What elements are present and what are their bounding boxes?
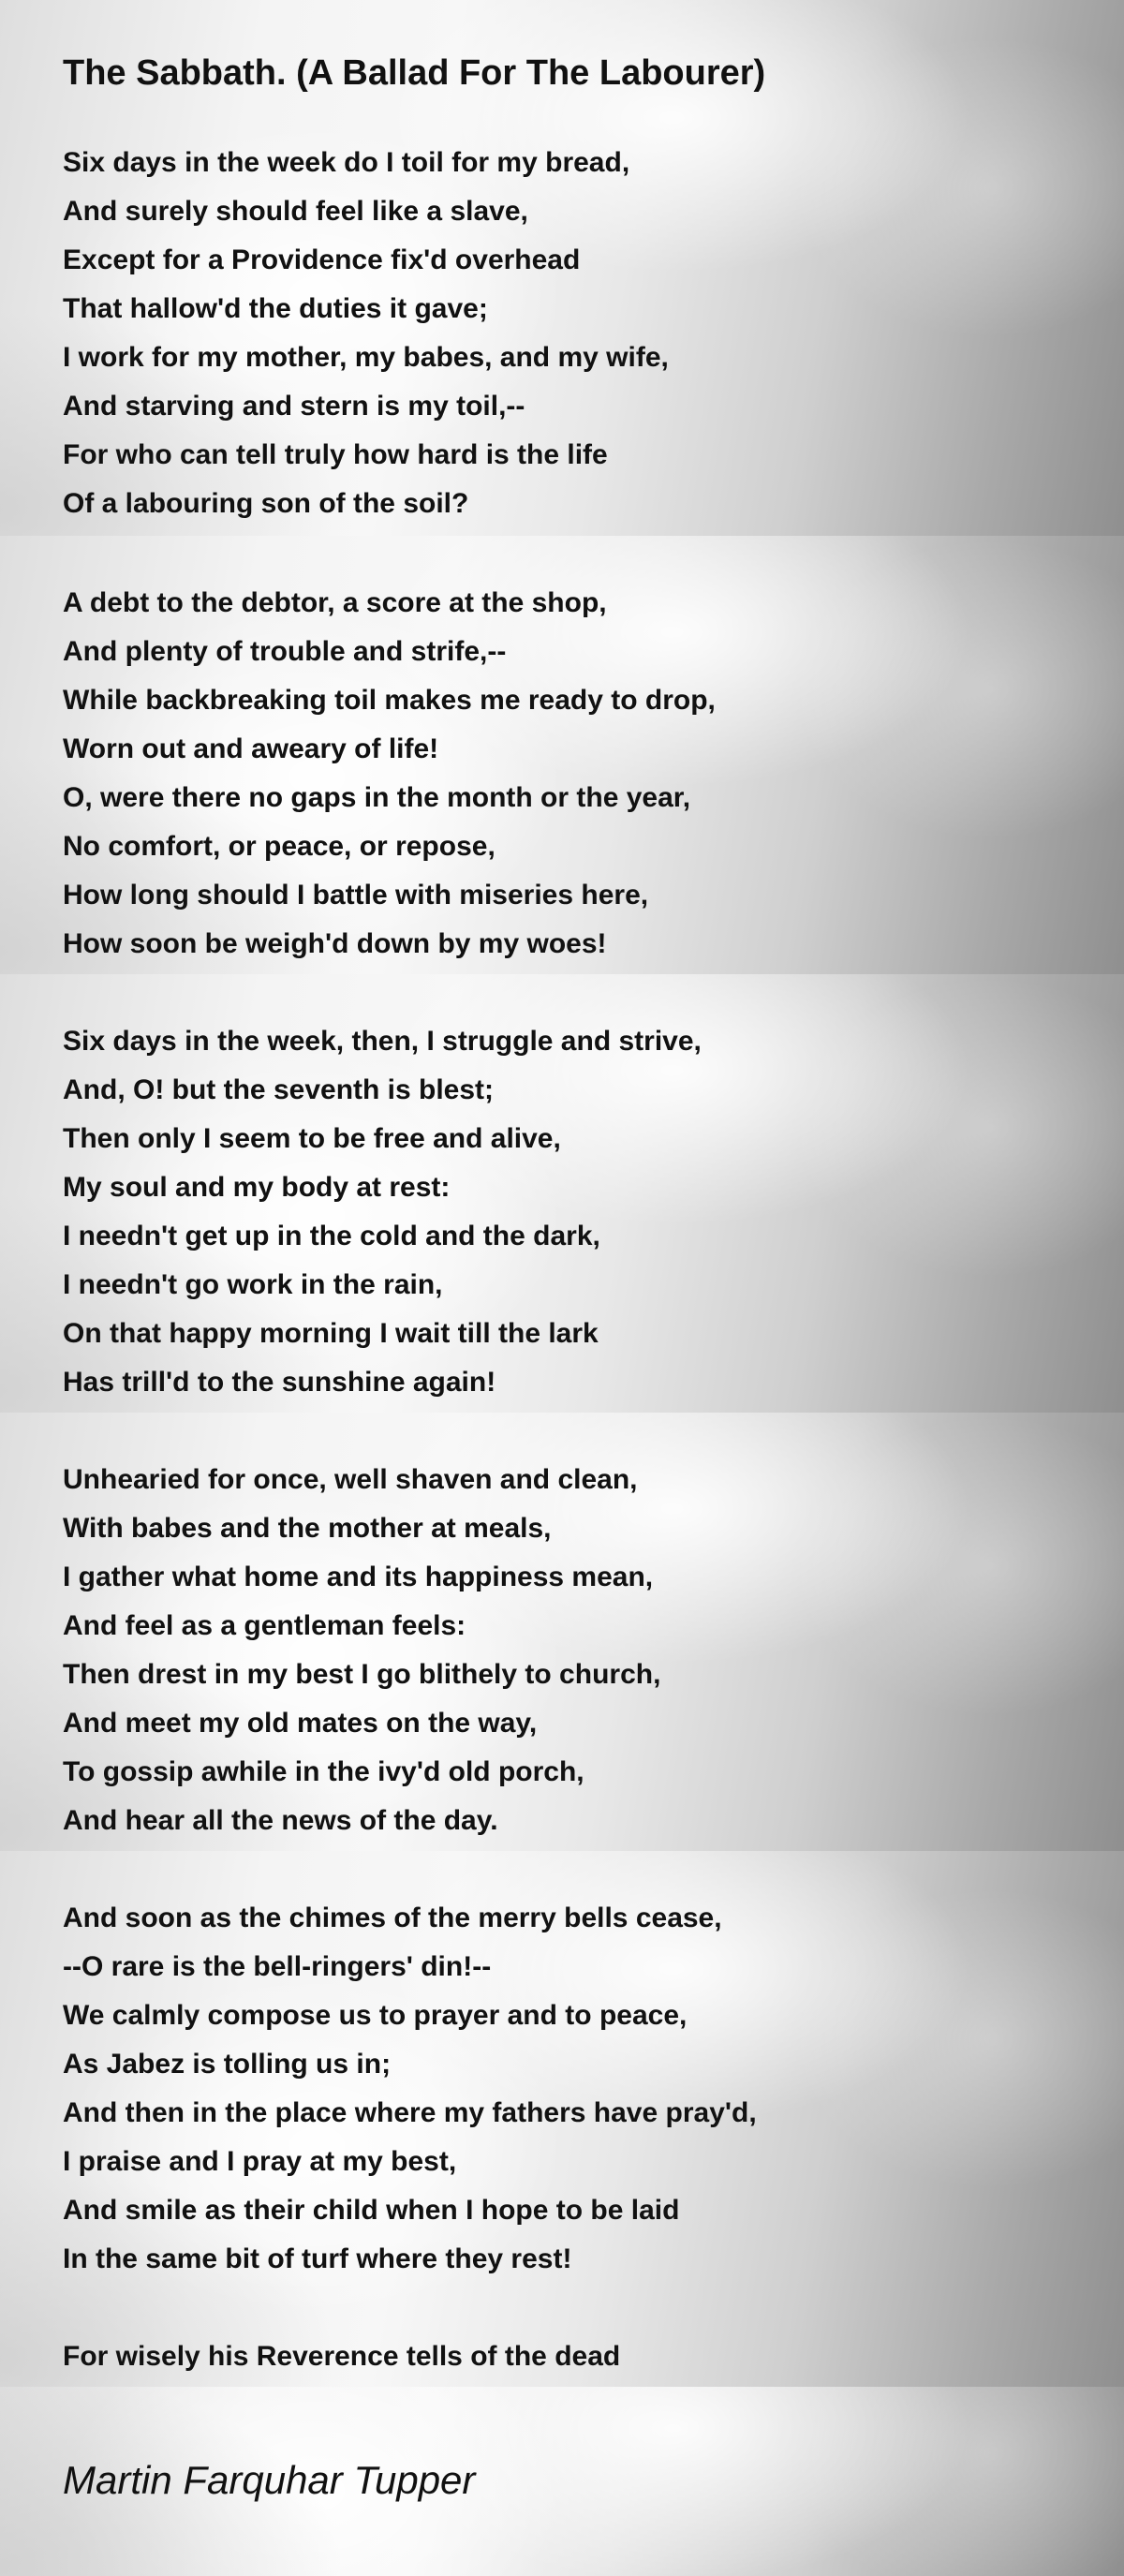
stanza-4 <box>63 1456 660 1845</box>
stanza-1 <box>63 139 669 528</box>
poem-line: Worn out and aweary of life! <box>63 733 439 764</box>
poem-line: In the same bit of turf where they rest! <box>63 2243 572 2274</box>
poem-line: How soon be weigh'd down by my woes! <box>63 928 607 959</box>
poem-line: As Jabez is tolling us in; <box>63 2049 392 2080</box>
poem-line: We calmly compose us to prayer and to peace, <box>63 2000 688 2031</box>
poem-line: Except for a Providence fix'd overhead <box>63 244 581 275</box>
poem-line: And surely should feel like a slave, <box>63 196 528 227</box>
poem-line: Then only I seem to be free and alive, <box>63 1123 561 1154</box>
poem-line: And then in the place where my fathers have pray'd, <box>63 2097 757 2128</box>
poem-line: For who can tell truly how hard is the life <box>63 439 608 470</box>
poem-line: I work for my mother, my babes, and my wife, <box>63 342 669 373</box>
poem-line: And hear all the news of the day. <box>63 1805 498 1836</box>
poem-line: My soul and my body at rest: <box>63 1172 451 1203</box>
poem-card-2 <box>0 536 1124 974</box>
poem-line: And, O! but the seventh is blest; <box>63 1074 495 1105</box>
poem-card-5 <box>0 1851 1124 2387</box>
poem-line: And starving and stern is my toil,-- <box>63 391 525 422</box>
poem-line: That hallow'd the duties it gave; <box>63 293 488 324</box>
stanza-5 <box>63 1894 757 2381</box>
poem-line: And smile as their child when I hope to be laid <box>63 2195 680 2226</box>
poem-card-4 <box>0 1413 1124 1851</box>
poem-line: I praise and I pray at my best, <box>63 2146 457 2177</box>
poem-line: And meet my old mates on the way, <box>63 1708 538 1739</box>
poem-line: Six days in the week, then, I struggle and strive, <box>63 1026 702 1057</box>
poem-line: On that happy morning I wait till the lark <box>63 1318 599 1349</box>
poem-line: Has trill'd to the sunshine again! <box>63 1367 496 1398</box>
stanza-3 <box>63 1017 702 1407</box>
poem-line: No comfort, or peace, or repose, <box>63 831 495 862</box>
poem-card-1 <box>0 0 1124 536</box>
poem-line: --O rare is the bell-ringers' din!-- <box>63 1951 492 1982</box>
poem-line: Then drest in my best I go blithely to church, <box>63 1659 661 1690</box>
poem-line: And feel as a gentleman feels: <box>63 1610 466 1641</box>
poem-author: Martin Farquhar Tupper <box>63 2458 476 2502</box>
poem-line: With babes and the mother at meals, <box>63 1513 552 1544</box>
poem-line: And plenty of trouble and strife,-- <box>63 636 507 667</box>
poem-trailing-line: For wisely his Reverence tells of the dead <box>63 2341 621 2372</box>
poem-line: Unhearied for once, well shaven and clean, <box>63 1464 638 1495</box>
author-card <box>0 2387 1124 2576</box>
poem-line: While backbreaking toil makes me ready to drop, <box>63 685 716 716</box>
poem-line: I gather what home and its happiness mean, <box>63 1562 654 1592</box>
poem-line: I needn't go work in the rain, <box>63 1269 443 1300</box>
poem-line: I needn't get up in the cold and the dark, <box>63 1221 600 1251</box>
poem-line: O, were there no gaps in the month or the year, <box>63 782 691 813</box>
poem-line: A debt to the debtor, a score at the shop, <box>63 587 607 618</box>
stanza-2 <box>63 579 716 969</box>
poem-title: The Sabbath. (A Ballad For The Labourer) <box>63 53 766 93</box>
poem-line: Of a labouring son of the soil? <box>63 488 469 519</box>
poem-line: Six days in the week do I toil for my bread, <box>63 147 630 178</box>
poem-line: And soon as the chimes of the merry bells cease, <box>63 1902 722 1933</box>
poem-card-3 <box>0 974 1124 1413</box>
poem-line: How long should I battle with miseries here, <box>63 880 649 910</box>
poem-line: To gossip awhile in the ivy'd old porch, <box>63 1756 584 1787</box>
